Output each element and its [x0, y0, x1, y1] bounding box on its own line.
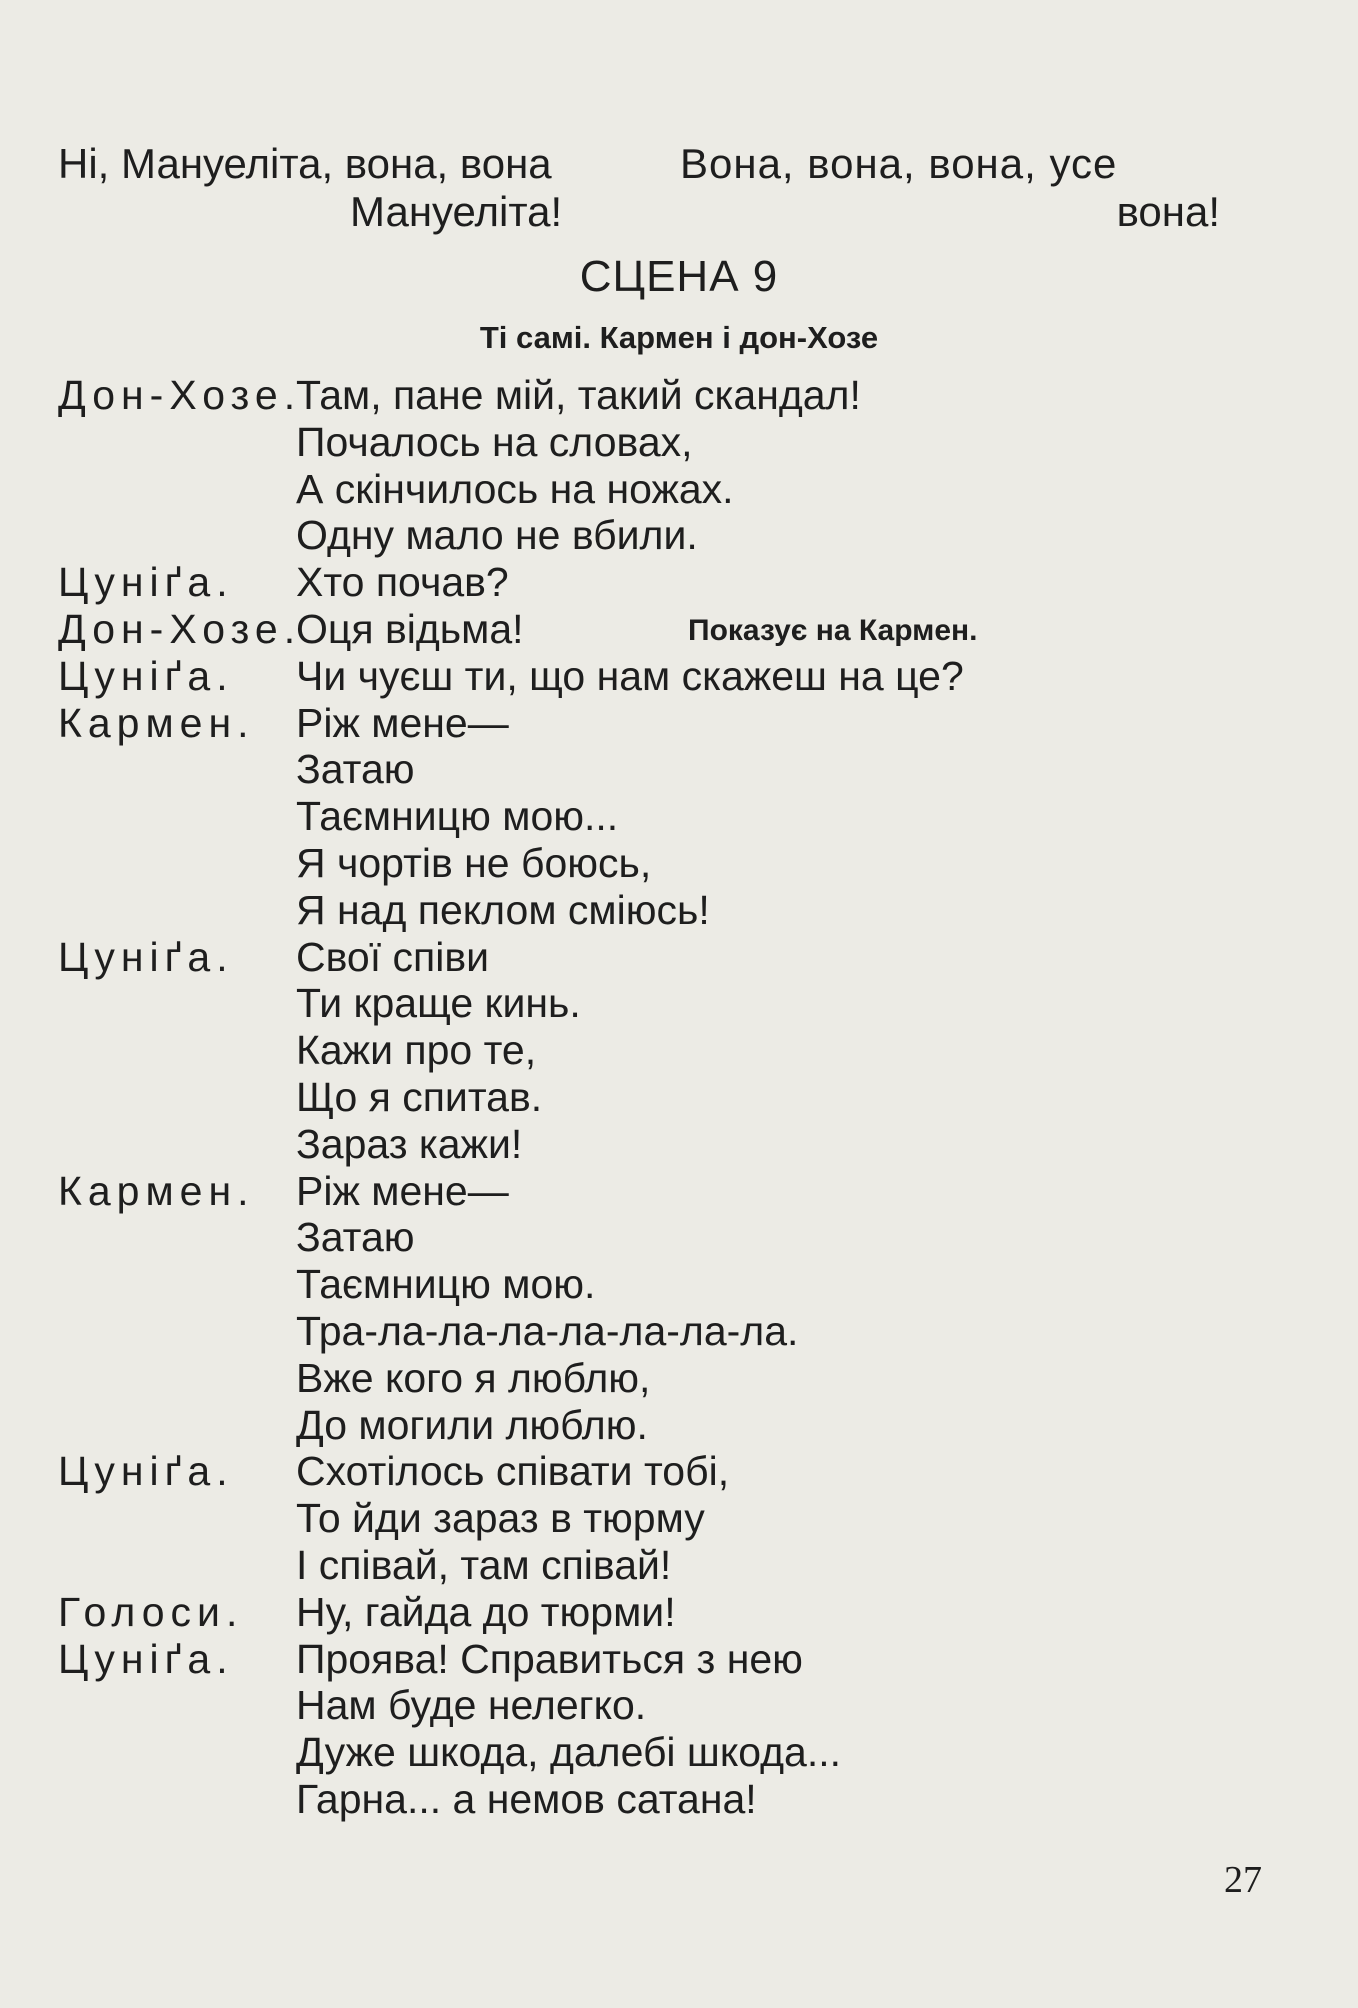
dialogue-line — [58, 700, 1238, 747]
dialogue-text: Зараз кажи! — [296, 1120, 523, 1167]
dialogue-text: Затаю — [296, 1214, 415, 1261]
dialogue-text: Затаю — [296, 746, 415, 793]
dialogue-text: Тра-ла-ла-ла-ла-ла-ла-ла. — [296, 1307, 799, 1354]
left-voice-line-1: Ні, Мануеліта, вона, вона — [58, 140, 552, 187]
scene-stage-note: Ті самі. Кармен і дон-Хозе — [479, 320, 879, 355]
speaker-name: Кармен. — [58, 699, 255, 746]
dialogue-text: Свої співи — [296, 933, 490, 980]
speaker-name: Цуніґа. — [58, 1448, 234, 1495]
dialogue-text: А скінчилось на ножах. — [296, 465, 734, 512]
dialogue-line — [58, 653, 1238, 700]
dialogue-line — [58, 1074, 1238, 1121]
dialogue-line — [58, 1355, 1238, 1402]
dialogue-text: Таємницю мою... — [296, 793, 619, 840]
speaker-name: Цуніґа. — [58, 933, 234, 980]
dialogue-text: Вже кого я люблю, — [296, 1354, 651, 1401]
dialogue-text: Одну мало не вбили. — [296, 512, 698, 559]
dialogue-text: І співай, там співай! — [296, 1541, 672, 1588]
dialogue-text: То йди зараз в тюрму — [296, 1495, 705, 1542]
dialogue-line — [58, 419, 1238, 466]
dialogue-text: Ти краще кинь. — [296, 980, 581, 1027]
right-voice-column — [680, 140, 1220, 236]
dialogue-line — [58, 1542, 1238, 1589]
speaker-name: Дон-Хозе. — [58, 605, 302, 652]
left-voice-column — [58, 140, 658, 236]
dialogue-line — [58, 606, 1238, 653]
dialogue-text: Нам буде нелегко. — [296, 1682, 647, 1729]
dialogue-line — [58, 512, 1238, 559]
dialogue-line — [58, 1168, 1238, 1215]
dialogue-line — [58, 840, 1238, 887]
speaker-name: Цуніґа. — [58, 1635, 234, 1682]
right-voice-line-1: Вона, вона, вона, усе — [680, 140, 1118, 187]
dialogue-line — [58, 1261, 1238, 1308]
dialogue-text: Чи чуєш ти, що нам скажеш на це? — [296, 652, 964, 699]
dialogue-text: Проява! Справиться з нею — [296, 1635, 803, 1682]
dialogue-text: Я чортів не боюсь, — [296, 839, 652, 886]
dialogue-line — [58, 793, 1238, 840]
speaker-name: Кармен. — [58, 1167, 255, 1214]
dialogue-text: Що я спитав. — [296, 1073, 543, 1120]
dialogue-line — [58, 1776, 1238, 1823]
dialogue-text: Хто почав? — [296, 559, 509, 606]
dialogue-line — [58, 1636, 1238, 1683]
dialogue-line — [58, 1027, 1238, 1074]
stage-direction: Показує на Кармен. — [688, 613, 978, 647]
dialogue-line — [58, 1402, 1238, 1449]
dialogue-text: Ну, гайда до тюрми! — [296, 1588, 676, 1635]
dialogue-text: Кажи про те, — [296, 1027, 537, 1074]
dialogue-line — [58, 980, 1238, 1027]
dialogue-line — [58, 1214, 1238, 1261]
dialogue-line — [58, 1729, 1238, 1776]
dialogue-text: Я над пеклом сміюсь! — [296, 886, 710, 933]
dialogue-text: Гарна... а немов сатана! — [296, 1775, 757, 1822]
dialogue-text: Ріж мене— — [296, 699, 509, 746]
speaker-name: Цуніґа. — [58, 559, 234, 606]
dialogue-line — [58, 746, 1238, 793]
dialogue-text: Почалось на словах, — [296, 418, 693, 465]
dialogue-line — [58, 887, 1238, 934]
dialogue-line — [58, 372, 1238, 419]
dialogue-line — [58, 1121, 1238, 1168]
dialogue-line — [58, 1448, 1238, 1495]
dialogue-text: Дуже шкода, далебі шкода... — [296, 1729, 842, 1776]
speaker-name: Цуніґа. — [58, 652, 234, 699]
speaker-name: Дон-Хозе. — [58, 372, 302, 418]
dialogue-line — [58, 1495, 1238, 1542]
page-number: 27 — [1224, 1859, 1262, 1901]
dialogue-text: Оця відьма! — [296, 605, 524, 652]
dialogue-text: Таємницю мою. — [296, 1261, 596, 1308]
dialogue-text: До могили люблю. — [296, 1401, 648, 1448]
right-voice-line-2: вона! — [1116, 188, 1220, 235]
dialogue-line — [58, 1682, 1238, 1729]
dialogue-line — [58, 466, 1238, 513]
dialogue-text: Там, пане мій, такий скандал! — [296, 372, 861, 418]
dialogue-text: Схотілось співати тобі, — [296, 1448, 730, 1495]
scene-title: СЦЕНА 9 — [579, 252, 779, 301]
dialogue-line — [58, 1589, 1238, 1636]
dialogue-line — [58, 934, 1238, 981]
dialogue-block — [58, 372, 1238, 1823]
left-voice-line-2: Мануеліта! — [350, 188, 563, 235]
dialogue-text: Ріж мене— — [296, 1167, 509, 1214]
dialogue-line — [58, 559, 1238, 606]
dialogue-line — [58, 1308, 1238, 1355]
speaker-name: Голоси. — [58, 1588, 244, 1635]
